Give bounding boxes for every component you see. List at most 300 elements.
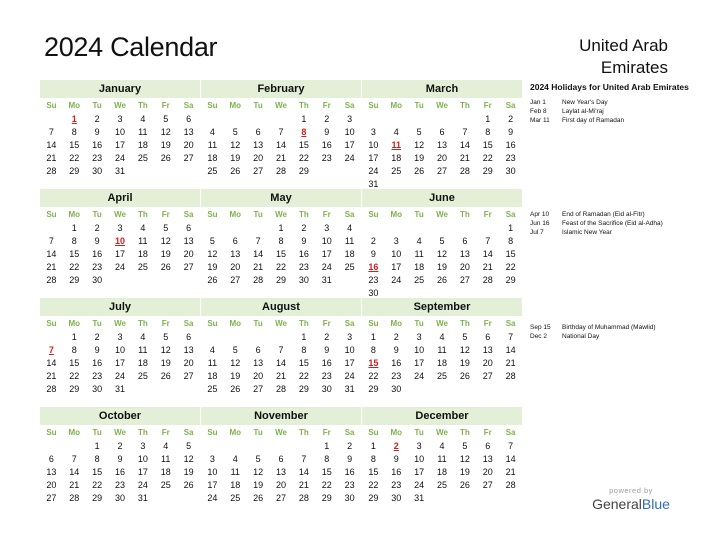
weekday-row	[201, 426, 361, 440]
day-cell: 15	[321, 467, 332, 477]
weekday-label: Su	[368, 428, 379, 437]
empty-cell	[431, 222, 454, 235]
day-cell: 11	[161, 454, 171, 464]
day-cell: 27	[253, 166, 264, 176]
day-cell: 6	[48, 454, 54, 464]
weekday-label: Th	[137, 210, 148, 219]
day-cell: 6	[232, 236, 238, 246]
day-cell: 4	[393, 127, 399, 137]
day-cell: 2	[94, 114, 100, 124]
weekday-label: We	[275, 101, 287, 110]
day-cell: 6	[462, 236, 468, 246]
day-cell: 14	[46, 249, 57, 259]
day-cell: 7	[301, 454, 307, 464]
holiday-name: Birthday of Muhammad (Mawlid)	[562, 324, 656, 331]
day-grid	[362, 113, 522, 191]
day-cell: 25	[414, 275, 425, 285]
day-cell: 17	[114, 249, 125, 259]
day-cell: 12	[436, 249, 447, 259]
day-cell: 23	[298, 262, 309, 272]
day-cell: 10	[414, 454, 425, 464]
day-cell: 16	[92, 140, 103, 150]
day-cell: 26	[183, 480, 194, 490]
day-cell: 10	[114, 345, 125, 355]
weekday-label: Sa	[183, 428, 194, 437]
day-cell: 12	[160, 236, 171, 246]
weekday-label: Sa	[183, 101, 194, 110]
day-cell: 12	[459, 345, 470, 355]
day-cell: 12	[160, 127, 171, 137]
day-cell: 31	[321, 275, 332, 285]
day-cell: 5	[439, 236, 445, 246]
day-cell: 21	[275, 153, 286, 163]
day-cell: 3	[416, 332, 422, 342]
day-cell: 11	[207, 358, 218, 368]
day-cell: 2	[324, 332, 330, 342]
day-cell: 6	[255, 127, 261, 137]
day-cell: 4	[140, 223, 146, 233]
day-cell: 27	[230, 275, 241, 285]
weekday-label: Th	[459, 210, 470, 219]
day-cell: 23	[321, 371, 332, 381]
day-cell: 5	[416, 127, 422, 137]
day-cell: 13	[183, 236, 194, 246]
day-cell: 27	[183, 262, 194, 272]
weekday-label: Su	[368, 319, 379, 328]
day-cell: 28	[482, 275, 493, 285]
day-cell: 31	[344, 384, 355, 394]
day-cell: 26	[207, 275, 218, 285]
weekday-label: Sa	[505, 210, 516, 219]
day-cell: 19	[230, 371, 241, 381]
day-cell: 17	[414, 467, 425, 477]
weekday-label: We	[275, 428, 287, 437]
day-cell: 26	[414, 166, 425, 176]
day-cell: 10	[321, 236, 332, 246]
day-cell: 23	[114, 480, 125, 490]
day-cell: 23	[391, 480, 402, 490]
day-cell: 28	[505, 371, 516, 381]
weekday-label: Mo	[390, 101, 403, 110]
day-cell: 3	[393, 236, 399, 246]
day-cell: 4	[209, 345, 215, 355]
day-cell: 16	[298, 249, 309, 259]
day-cell: 18	[344, 249, 355, 259]
day-grid	[40, 440, 200, 505]
day-cell: 3	[117, 114, 123, 124]
holiday-group	[530, 98, 700, 125]
holiday-date-label: Feb 8	[530, 108, 547, 115]
weekday-label: Su	[207, 101, 218, 110]
weekday-label: Tu	[414, 319, 424, 328]
day-cell: 23	[368, 275, 379, 285]
day-cell: 26	[253, 493, 264, 503]
day-cell: 11	[207, 140, 218, 150]
empty-cell	[201, 331, 224, 344]
day-cell: 16	[391, 358, 402, 368]
day-cell: 13	[275, 467, 286, 477]
day-cell: 29	[482, 166, 493, 176]
empty-cell	[247, 440, 270, 453]
weekday-row	[201, 317, 361, 331]
day-cell: 10	[391, 249, 402, 259]
day-cell: 7	[48, 127, 54, 137]
day-cell: 2	[301, 223, 307, 233]
country-name: United Arab Emirates	[579, 36, 668, 77]
day-grid	[201, 222, 361, 287]
day-cell: 26	[436, 275, 447, 285]
weekday-label: Th	[298, 101, 309, 110]
day-cell: 5	[209, 236, 215, 246]
day-cell: 25	[344, 262, 355, 272]
weekday-label: Fr	[322, 319, 331, 328]
weekday-row	[362, 426, 522, 440]
day-cell: 14	[459, 140, 470, 150]
day-cell: 9	[508, 127, 514, 137]
day-cell: 30	[505, 166, 516, 176]
day-cell: 26	[459, 480, 470, 490]
holiday-row	[530, 219, 700, 228]
day-cell: 4	[209, 127, 215, 137]
day-cell: 18	[436, 467, 447, 477]
day-cell: 13	[482, 345, 493, 355]
day-cell: 11	[230, 467, 240, 477]
weekday-label: Tu	[92, 210, 102, 219]
day-cell: 8	[278, 236, 284, 246]
day-cell: 21	[482, 262, 493, 272]
powered-by-text: powered by	[609, 486, 653, 495]
day-cell: 19	[207, 262, 218, 272]
day-cell: 14	[69, 467, 80, 477]
day-cell: 18	[391, 153, 402, 163]
day-cell: 7	[48, 236, 54, 246]
empty-cell	[362, 113, 385, 126]
day-cell: 27	[275, 493, 286, 503]
weekday-label: Su	[46, 319, 57, 328]
day-cell: 6	[278, 454, 284, 464]
day-cell: 27	[46, 493, 57, 503]
holiday-date-label: Sep 15	[530, 324, 551, 331]
day-cell: 28	[298, 493, 309, 503]
empty-cell	[224, 113, 247, 126]
holiday-date-label: Dec 2	[530, 333, 547, 340]
month-february	[201, 80, 361, 180]
day-cell: 19	[183, 467, 194, 477]
day-cell: 4	[232, 454, 238, 464]
day-cell: 29	[321, 493, 332, 503]
day-cell: 21	[275, 371, 286, 381]
empty-cell	[408, 113, 431, 126]
day-cell: 20	[436, 153, 447, 163]
day-cell: 18	[207, 371, 218, 381]
month-header: October	[40, 407, 200, 425]
day-cell: 21	[46, 153, 57, 163]
weekday-label: Th	[298, 210, 309, 219]
month-august	[201, 298, 361, 398]
weekday-label: We	[436, 319, 448, 328]
month-march	[362, 80, 522, 189]
empty-cell	[224, 331, 247, 344]
day-cell: 28	[69, 493, 80, 503]
weekday-label: Su	[207, 210, 218, 219]
day-cell: 15	[298, 140, 309, 150]
holiday-row	[530, 210, 700, 219]
day-cell: 17	[344, 358, 355, 368]
day-cell: 1	[508, 223, 514, 233]
day-cell: 14	[46, 140, 57, 150]
day-cell: 4	[439, 332, 445, 342]
day-cell: 18	[137, 358, 148, 368]
day-cell: 28	[505, 480, 516, 490]
day-cell: 21	[505, 358, 516, 368]
day-cell: 8	[485, 127, 491, 137]
weekday-label: Fr	[483, 101, 492, 110]
day-cell: 2	[370, 236, 376, 246]
weekday-label: Tu	[92, 319, 102, 328]
day-cell: 18	[414, 262, 425, 272]
day-cell: 2	[94, 223, 100, 233]
day-cell: 11	[138, 345, 148, 355]
day-cell: 19	[459, 467, 470, 477]
weekday-label: We	[436, 428, 448, 437]
holiday-date-label: Jan 1	[530, 99, 546, 106]
day-cell: 29	[505, 275, 516, 285]
day-cell: 19	[230, 153, 241, 163]
day-grid	[201, 440, 361, 505]
weekday-label: Sa	[344, 428, 355, 437]
day-cell: 24	[321, 262, 332, 272]
weekday-label: Su	[368, 210, 379, 219]
day-cell: 11	[344, 236, 355, 246]
weekday-label: Su	[207, 319, 218, 328]
month-may	[201, 189, 361, 289]
empty-cell	[270, 113, 293, 126]
day-cell: 2	[347, 441, 353, 451]
weekday-label: Sa	[344, 319, 355, 328]
day-cell: 24	[137, 480, 148, 490]
day-cell: 24	[391, 275, 402, 285]
weekday-label: Mo	[390, 319, 403, 328]
month-july	[40, 298, 200, 398]
weekday-label: Tu	[414, 210, 424, 219]
weekday-label: Tu	[253, 210, 263, 219]
holiday-name: Laylat al-Mi'raj	[562, 108, 604, 115]
weekday-label: Tu	[253, 319, 263, 328]
day-cell: 4	[347, 223, 353, 233]
weekday-label: Mo	[68, 101, 81, 110]
day-cell: 19	[160, 140, 171, 150]
empty-cell	[453, 222, 476, 235]
weekday-label: Fr	[161, 319, 170, 328]
holiday-group	[530, 323, 700, 341]
day-cell: 21	[46, 262, 57, 272]
day-cell: 26	[160, 262, 171, 272]
day-cell: 14	[505, 454, 516, 464]
day-cell: 9	[393, 345, 399, 355]
day-cell: 19	[160, 249, 171, 259]
day-grid	[40, 113, 200, 178]
day-cell: 4	[439, 441, 445, 451]
day-cell: 19	[160, 358, 171, 368]
empty-cell	[408, 222, 431, 235]
day-cell: 24	[114, 262, 125, 272]
weekday-label: Sa	[183, 210, 194, 219]
day-cell: 11	[437, 454, 447, 464]
empty-cell	[362, 222, 385, 235]
month-december	[362, 407, 522, 507]
empty-cell	[40, 331, 63, 344]
day-cell: 25	[207, 384, 218, 394]
day-cell: 16	[391, 467, 402, 477]
day-cell: 21	[298, 480, 309, 490]
weekday-label: Fr	[322, 210, 331, 219]
weekday-row	[201, 99, 361, 113]
day-cell: 23	[92, 153, 103, 163]
day-cell: 3	[324, 223, 330, 233]
day-cell: 17	[344, 140, 355, 150]
day-cell: 31	[114, 166, 125, 176]
day-cell: 6	[485, 441, 491, 451]
empty-cell	[476, 222, 499, 235]
weekday-label: Su	[46, 428, 57, 437]
day-cell: 15	[298, 358, 309, 368]
weekday-label: Su	[46, 210, 57, 219]
holiday-row	[530, 116, 700, 125]
month-header: September	[362, 298, 522, 316]
day-cell: 6	[186, 114, 192, 124]
day-cell: 25	[436, 371, 447, 381]
day-cell: 3	[347, 114, 353, 124]
weekday-label: Tu	[414, 428, 424, 437]
day-cell: 3	[209, 454, 215, 464]
day-cell: 14	[482, 249, 493, 259]
brand-general: General	[592, 496, 642, 512]
day-cell: 13	[183, 127, 194, 137]
day-cell: 6	[186, 332, 192, 342]
weekday-row	[40, 317, 200, 331]
day-cell: 25	[391, 166, 402, 176]
day-cell: 8	[508, 236, 514, 246]
weekday-label: Th	[459, 101, 470, 110]
day-cell: 2	[117, 441, 123, 451]
weekday-label: Mo	[68, 428, 81, 437]
weekday-row	[362, 99, 522, 113]
day-cell: 20	[46, 480, 57, 490]
day-cell: 7	[508, 441, 514, 451]
day-cell: 15	[482, 140, 493, 150]
day-cell: 22	[69, 371, 80, 381]
empty-cell	[453, 113, 476, 126]
day-cell: 27	[183, 153, 194, 163]
day-cell: 13	[482, 454, 493, 464]
day-cell: 29	[368, 493, 379, 503]
day-cell: 12	[230, 358, 241, 368]
day-cell: 30	[344, 493, 355, 503]
day-cell: 30	[92, 166, 103, 176]
day-cell: 13	[436, 140, 447, 150]
day-cell: 23	[391, 371, 402, 381]
day-cell: 9	[324, 345, 330, 355]
day-cell: 26	[230, 166, 241, 176]
day-cell: 22	[298, 371, 309, 381]
day-cell: 20	[230, 262, 241, 272]
day-cell: 30	[114, 493, 125, 503]
day-cell: 29	[92, 493, 103, 503]
day-cell: 20	[275, 480, 286, 490]
weekday-label: Fr	[161, 428, 170, 437]
day-cell: 5	[462, 332, 468, 342]
day-cell: 15	[505, 249, 516, 259]
month-september	[362, 298, 522, 398]
day-cell: 14	[298, 467, 309, 477]
day-cell: 15	[69, 358, 80, 368]
weekday-row	[40, 426, 200, 440]
day-cell: 12	[230, 140, 241, 150]
day-cell: 20	[459, 262, 470, 272]
day-cell: 25	[207, 166, 218, 176]
day-cell: 19	[459, 358, 470, 368]
day-cell: 29	[69, 384, 80, 394]
day-cell: 16	[505, 140, 516, 150]
day-cell: 29	[275, 275, 286, 285]
weekday-label: We	[275, 210, 287, 219]
weekday-label: Fr	[483, 428, 492, 437]
day-cell: 12	[414, 140, 425, 150]
day-cell: 23	[505, 153, 516, 163]
weekday-label: Fr	[322, 101, 331, 110]
day-cell: 1	[301, 332, 307, 342]
day-cell: 17	[391, 262, 402, 272]
day-cell: 21	[253, 262, 264, 272]
day-cell: 22	[368, 480, 379, 490]
month-june	[362, 189, 522, 298]
empty-cell	[201, 113, 224, 126]
day-cell: 9	[94, 345, 100, 355]
day-cell: 24	[114, 371, 125, 381]
day-cell: 3	[416, 441, 422, 451]
day-cell: 22	[92, 480, 103, 490]
day-cell: 9	[324, 127, 330, 137]
weekday-label: Sa	[505, 101, 516, 110]
weekday-label: Mo	[229, 319, 242, 328]
day-cell: 5	[186, 441, 192, 451]
month-october	[40, 407, 200, 507]
day-cell: 18	[137, 140, 148, 150]
day-cell: 20	[183, 140, 194, 150]
weekday-label: Sa	[505, 319, 516, 328]
weekday-label: Tu	[92, 428, 102, 437]
brand-logo[interactable]	[588, 486, 674, 512]
weekday-label: Tu	[92, 101, 102, 110]
day-cell: 8	[301, 345, 307, 355]
empty-cell	[247, 113, 270, 126]
day-cell: 24	[207, 493, 218, 503]
day-grid	[201, 331, 361, 396]
day-cell: 1	[278, 223, 284, 233]
empty-cell	[201, 222, 224, 235]
day-cell: 22	[69, 262, 80, 272]
day-cell: 8	[71, 345, 77, 355]
weekday-row	[40, 99, 200, 113]
day-cell: 31	[114, 384, 125, 394]
day-cell: 5	[163, 223, 169, 233]
day-cell: 22	[298, 153, 309, 163]
day-cell: 24	[414, 480, 425, 490]
weekday-label: Fr	[161, 101, 170, 110]
month-header: June	[362, 189, 522, 207]
holiday-date: 16	[368, 262, 379, 272]
weekday-label: Mo	[229, 101, 242, 110]
